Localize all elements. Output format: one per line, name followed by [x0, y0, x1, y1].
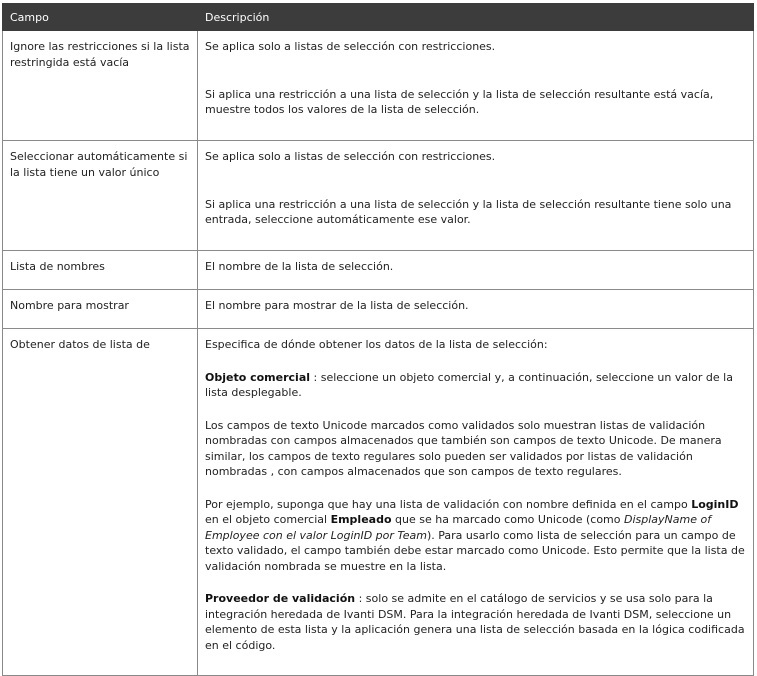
description-cell: [198, 251, 754, 290]
validation-provider-term: Proveedor de validación: [205, 592, 356, 605]
description-cell: [198, 290, 754, 329]
description-cell: [198, 329, 754, 676]
description-text: El nombre para mostrar de la lista de selección.: [205, 299, 469, 312]
table-header-row: [3, 4, 754, 31]
header-description: Descripción: [198, 4, 754, 31]
example-paragraph: [205, 497, 746, 575]
example-text: ). Para usarlo como lista de selección para un campo de texto validado, el campo también debe estar marcado como Unicode. Esto permite que la lista de validación nombrada se muestre en la lista.: [205, 528, 745, 573]
table-row: [3, 290, 754, 329]
header-field: Campo: [3, 4, 198, 31]
unicode-note: Los campos de texto Unicode marcados como validados solo muestran listas de validación nombradas con campos almacenados que también son campos de texto Unicode. De manera similar, los campos de texto regulares solo pueden ser validados por listas de validación nombradas , con campos almacenados que son campos de texto regulares.: [205, 418, 722, 478]
table-row: [3, 31, 754, 141]
description-text: El nombre de la lista de selección.: [205, 260, 394, 273]
example-term-empleado: Empleado: [330, 513, 392, 526]
description-cell: [198, 31, 754, 141]
fields-table: [2, 3, 754, 676]
field-cell: Lista de nombres: [3, 251, 198, 290]
example-text: que se ha marcado como Unicode (como: [391, 513, 625, 526]
description-text: Si aplica una restricción a una lista de selección y la lista de selección resultante tiene solo una entrada, seleccione automáticamente ese valor.: [205, 197, 732, 226]
field-cell: Ignore las restricciones si la lista restringida está vacía: [3, 31, 198, 141]
example-text: Por ejemplo, suponga que hay una lista de validación con nombre definida en el campo: [205, 497, 692, 511]
table-row: [3, 141, 754, 251]
example-text: en el objeto comercial: [205, 513, 331, 526]
description-text: Se aplica solo a listas de selección con restricciones.: [205, 150, 496, 163]
example-term-loginid: LoginID: [691, 497, 739, 511]
description-cell: [198, 141, 754, 251]
business-object-paragraph: [205, 370, 746, 401]
example-italic: DisplayName of Employee con el valor LoginID por Team: [205, 513, 712, 542]
validation-provider-paragraph: [205, 591, 746, 653]
field-cell: Nombre para mostrar: [3, 290, 198, 329]
table-row: [3, 251, 754, 290]
business-object-text: : seleccione un objeto comercial y, a continuación, seleccione un valor de la lista desplegable.: [205, 370, 733, 399]
business-object-term: Objeto comercial: [205, 370, 311, 384]
table-row: [3, 329, 754, 676]
description-intro: Especifica de dónde obtener los datos de la lista de selección:: [205, 338, 548, 351]
validation-provider-text: : solo se admite en el catálogo de servicios y se usa solo para la integración heredada de Ivanti DSM. Para la integración heredada de Ivanti DSM, seleccione un elemento de esta lista y la aplicación genera una lista de selección basada en la lógica codificada en el código.: [205, 592, 745, 652]
description-text: Si aplica una restricción a una lista de selección y la lista de selección resultante está vacía, muestre todos los valores de la lista de selección.: [205, 87, 714, 116]
field-cell: Seleccionar automáticamente si la lista tiene un valor único: [3, 141, 198, 251]
field-cell: Obtener datos de lista de: [3, 329, 198, 676]
description-text: Se aplica solo a listas de selección con restricciones.: [205, 40, 496, 53]
